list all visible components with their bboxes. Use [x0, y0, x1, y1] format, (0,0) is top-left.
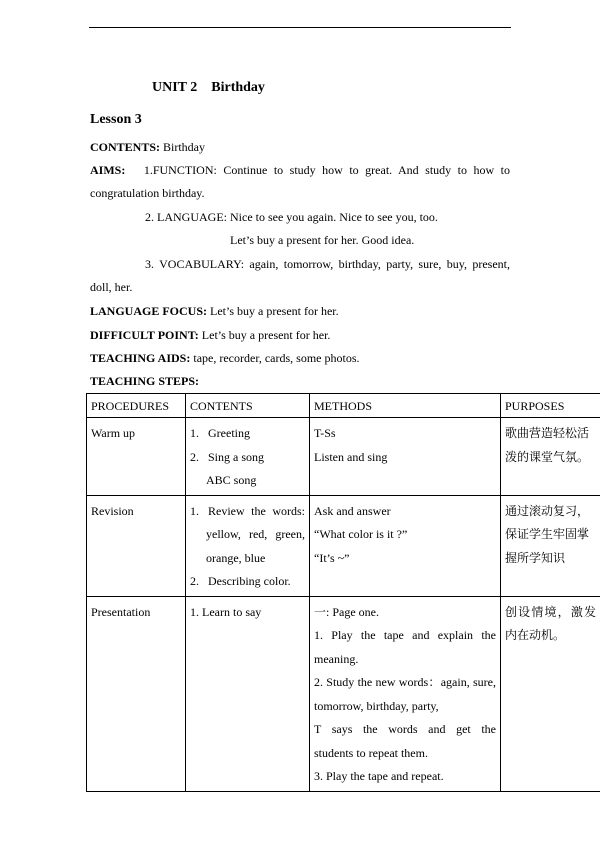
table-header-row [87, 394, 600, 418]
language-focus-value: Let’s buy a present for her. [207, 304, 339, 318]
header-procedures: PROCEDURES [87, 394, 186, 418]
teaching-aids-line [90, 350, 510, 366]
teaching-steps-table [86, 393, 600, 792]
header-purposes: PURPOSES [501, 394, 600, 418]
methods-cell: 一: Page one. 1. Play the tape and explain the meaning. 2. Study the new words：again, sure, tomorrow, birthday, party, T says the words and get the students to repeat them. 3. Play the tape and repeat. [310, 596, 501, 791]
list-item: 1. Greeting [190, 426, 250, 440]
language-focus-line [90, 303, 510, 319]
aims-vocab-line1: 3. VOCABULARY: again, tomorrow, birthday, party, sure, buy, present, [145, 257, 510, 271]
aims-function-line2: congratulation birthday. [90, 186, 205, 200]
aims-language-line1: 2. LANGUAGE: Nice to see you again. Nice to see you, too. [145, 210, 438, 224]
header-contents: CONTENTS [186, 394, 310, 418]
contents-value: Birthday [160, 140, 206, 154]
procedure-cell: Revision [87, 495, 186, 596]
contents-cell: 1. Learn to say [186, 596, 310, 791]
unit-title: UNIT 2 Birthday [152, 80, 265, 95]
contents-cell: 1. Review the words: yellow, red, green, orange, blue 2. Describing color. [186, 495, 310, 596]
contents-label: CONTENTS: [90, 140, 161, 154]
teaching-aids-value: tape, recorder, cards, some photos. [190, 351, 360, 365]
table-row [87, 596, 600, 791]
header-methods: METHODS [310, 394, 501, 418]
methods-cell: Ask and answer “What color is it ?” “It’s ~” [310, 495, 501, 596]
aims-language-line2: Let’s buy a present for her. Good idea. [230, 233, 415, 247]
header-rule [89, 27, 511, 28]
list-item: 2. Sing a song [190, 449, 265, 464]
table-row [87, 418, 600, 496]
aims-vocab-line2: doll, her. [90, 280, 133, 294]
aims-function-line1: 1.FUNCTION: Continue to study how to great. And study to how to [143, 163, 510, 177]
purposes-cell: 创设情境，激发 内在动机。 [501, 596, 600, 791]
methods-cell: T-Ss Listen and sing [310, 418, 501, 496]
purposes-cell: 歌曲营造轻松活 泼的课堂气氛。 [501, 418, 600, 496]
contents-cell [186, 418, 310, 496]
difficult-point-label: DIFFICULT POINT: [90, 328, 199, 342]
procedure-cell: Presentation [87, 596, 186, 791]
difficult-point-value: Let’s buy a present for her. [198, 328, 331, 342]
difficult-point-line [90, 327, 510, 343]
list-item: 1. Review the words: [190, 503, 305, 518]
language-focus-label: LANGUAGE FOCUS: [90, 304, 208, 318]
aims-label: AIMS: [90, 163, 126, 177]
purposes-cell: 通过滚动复习， 保证学生牢固掌 握所学知识 [501, 495, 600, 596]
aims-line-1 [90, 162, 510, 178]
list-item: 2. Describing color. [190, 574, 291, 588]
teaching-steps-label: TEACHING STEPS: [90, 374, 200, 388]
table-row [87, 495, 600, 596]
lesson-title: Lesson 3 [90, 112, 142, 127]
teaching-aids-label: TEACHING AIDS: [90, 351, 191, 365]
procedure-cell: Warm up [87, 418, 186, 496]
list-item-sub: ABC song [206, 473, 257, 487]
contents-line [90, 139, 510, 155]
